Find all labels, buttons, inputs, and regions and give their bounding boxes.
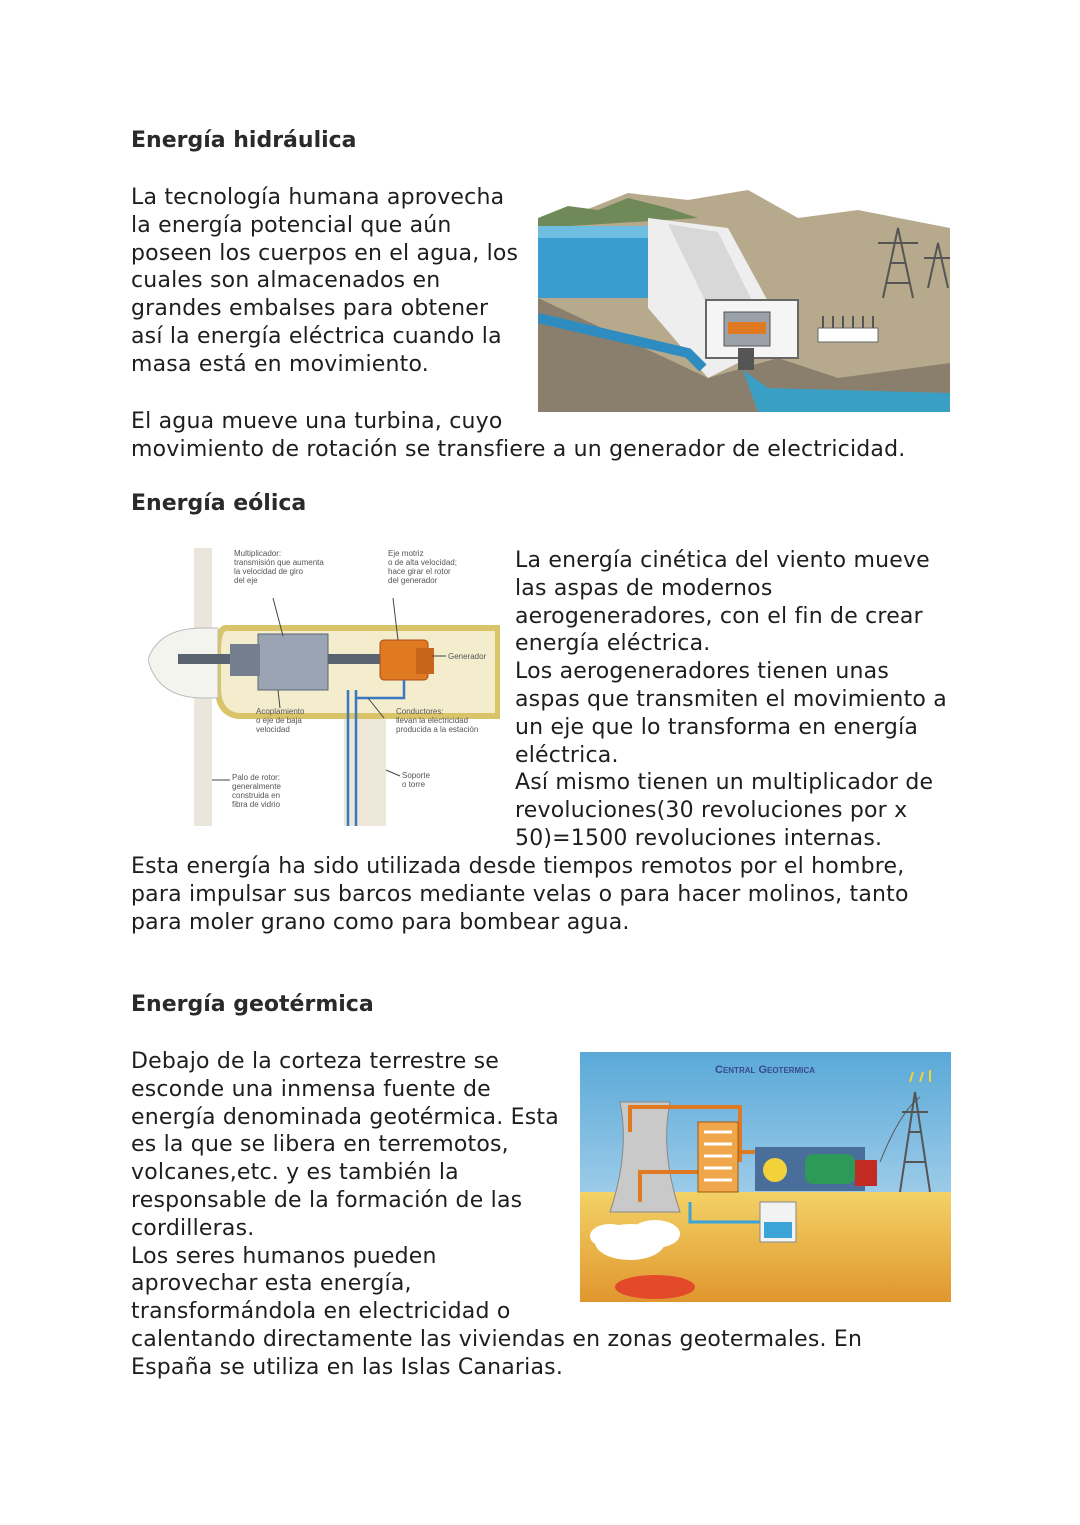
text-line: esconde una inmensa fuente de: [131, 1076, 491, 1102]
text-line: grandes embalses para obtener: [131, 296, 489, 322]
text-line: energía denominada geotérmica. Esta: [131, 1104, 559, 1130]
text-line: así la energía eléctrica cuando la: [131, 323, 502, 349]
text-line: 50)=1500 revoluciones internas.: [515, 825, 883, 851]
text-line: cuales son almacenados en: [131, 268, 441, 294]
label-eje: hace girar el rotor: [388, 567, 451, 576]
text-line: eléctrica.: [515, 742, 619, 768]
eolica-paragraph-1: [515, 547, 947, 853]
svg-text:Palo de rotor: generalme: [232, 773, 283, 809]
text-line: movimiento de rotación se transfiere a un generador de electricidad.: [131, 436, 906, 462]
label-multiplicador: del eje: [234, 576, 258, 585]
hidraulica-paragraph-1: [131, 184, 518, 379]
text-line: Así mismo tienen un multiplicador de: [515, 770, 934, 796]
text-line: calentando directamente las viviendas en zonas geotermales. En: [131, 1326, 863, 1352]
label-multiplicador: Multiplicador:: [234, 549, 282, 558]
text-line: aprovechar esta energía,: [131, 1271, 412, 1297]
text-line: aspas que transmiten el movimiento a: [515, 686, 947, 712]
label-acoplamiento: Acoplamiento: [256, 707, 305, 716]
text-line: poseen los cuerpos en el agua, los: [131, 240, 519, 266]
label-acoplamiento: velocidad: [256, 725, 290, 734]
geotermica-paragraph: [131, 1048, 862, 1382]
section-title-hidraulica: Energía hidráulica: [131, 128, 357, 153]
hydroelectric-dam-diagram: [538, 188, 950, 412]
label-conductores: Conductores:: [396, 707, 444, 716]
text-line: El agua mueve una turbina, cuyo: [131, 409, 503, 434]
label-eje: o de alta velocidad;: [388, 558, 457, 567]
eolica-paragraph-2: [131, 853, 909, 936]
text-line: cordilleras.: [131, 1215, 255, 1241]
text-line: Debajo de la corteza terrestre se: [131, 1049, 500, 1074]
text-line: revoluciones(30 revoluciones por x: [515, 798, 908, 824]
text-line: masa está en movimiento.: [131, 351, 429, 377]
text-line: la energía potencial que aún: [131, 212, 452, 238]
section-title-geotermica: Energía geotérmica: [131, 992, 374, 1017]
section-title-eolica: Energía eólica: [131, 491, 307, 516]
text-line: Esta energía ha sido utilizada desde tiempos remotos por el hombre,: [131, 854, 905, 879]
text-line: es la que se libera en terremotos,: [131, 1132, 509, 1158]
text-line: Los aerogeneradores tienen unas: [515, 659, 890, 685]
text-line: España se utiliza en las Islas Canarias.: [131, 1354, 564, 1380]
text-line: responsable de la formación de las: [131, 1187, 523, 1213]
label-soporte: Soporte: [402, 771, 431, 780]
diagram-title: Central Geotermica: [715, 1064, 815, 1076]
label-soporte: o torre: [402, 780, 426, 789]
label-palo: Palo de rotor:: [232, 773, 281, 782]
text-line: transformándola en electricidad o: [131, 1299, 511, 1325]
label-palo: generalmente: [232, 782, 281, 791]
text-line: La tecnología humana aprovecha: [131, 185, 505, 210]
text-line: volcanes,etc. y es también la: [131, 1160, 459, 1186]
text-line: energía eléctrica.: [515, 631, 711, 657]
text-line: un eje que lo transforma en energía: [515, 714, 919, 740]
label-eje: Eje motriz: [388, 549, 424, 558]
text-line: las aspas de modernos: [515, 575, 773, 601]
label-multiplicador: transmisión que aumenta: [234, 558, 324, 567]
text-line: La energía cinética del viento mueve: [515, 548, 930, 573]
label-eje: del generador: [388, 576, 438, 585]
wind-turbine-diagram: [148, 548, 500, 826]
label-palo: fibra de vidrio: [232, 800, 281, 809]
label-acoplamiento: o eje de baja: [256, 716, 302, 725]
label-generador: Generador: [448, 652, 487, 661]
text-line: para moler grano como para bombear agua.: [131, 909, 630, 935]
text-line: aerogeneradores, con el fin de crear: [515, 603, 923, 629]
hidraulica-paragraph-2: [131, 408, 905, 464]
label-multiplicador: la velocidad de giro: [234, 567, 303, 576]
label-conductores: llevan la electricidad: [396, 716, 469, 725]
label-conductores: producida a la estación: [396, 725, 479, 734]
label-palo: construida en: [232, 791, 281, 800]
text-line: para impulsar sus barcos mediante velas o para hacer molinos, tanto: [131, 881, 909, 907]
text-line: Los seres humanos pueden: [131, 1243, 437, 1269]
